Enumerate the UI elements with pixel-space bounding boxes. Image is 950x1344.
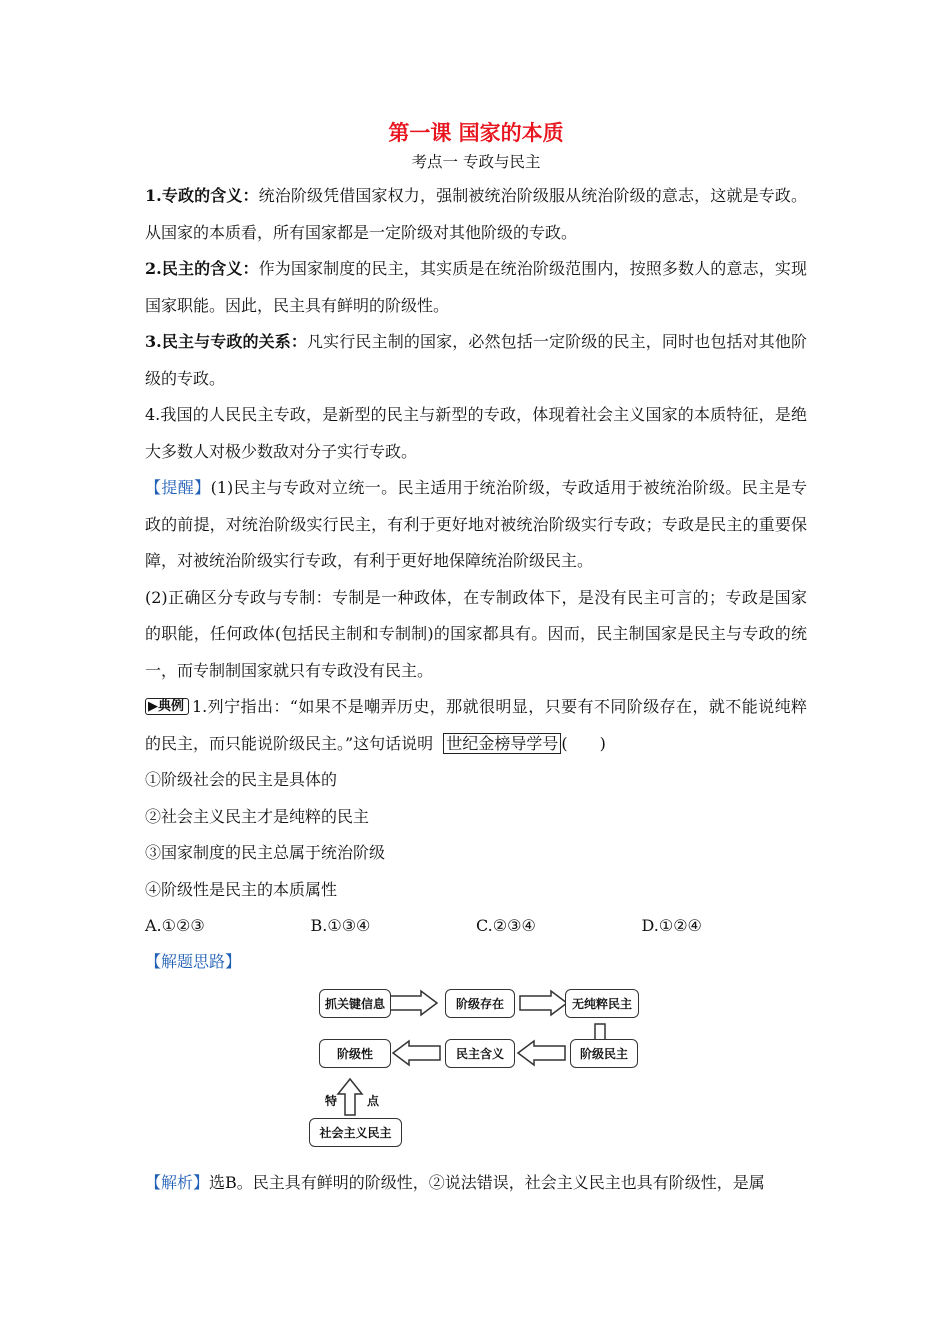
item-3-label: 3.民主与专政的关系：: [145, 332, 308, 351]
reminder-text-2: (2)正确区分专政与专制：专制是一种政体，在专制政体下，是没有民主可言的；专政是国家的职能，任何政体(包括民主制和专制制)的国家都具有。因而，民主制国家是民主与专政的统一，而专制制国家就只有专政没有民主。: [145, 587, 807, 680]
item-1-text: 统治阶级凭借国家权力，强制被统治阶级服从统治阶级的意志，这就是专政。从国家的本质看，所有国家都是一定阶级对其他阶级的专政。: [145, 186, 807, 242]
node-key-info: 抓关键信息: [319, 989, 391, 1018]
choice-c: C.②③④: [476, 916, 536, 935]
item-2-label: 2.民主的含义：: [145, 259, 259, 278]
item-3-text: 凡实行民主制的国家，必然包括一定阶级的民主，同时也包括对其他阶级的专政。: [145, 332, 807, 388]
item-4: [145, 397, 807, 470]
reminder-text-1: (1)民主与专政对立统一。民主适用于统治阶级，专政适用于被统治阶级。民主是专政的前提，对统治阶级实行民主，有利于更好地对被统治阶级实行专政；专政是民主的重要保障，对被统治阶级实行专政，有利于更好地保障统治阶级民主。: [145, 478, 807, 570]
node-class-democracy: 阶级民主: [570, 1039, 638, 1068]
choice-d: D.①②④: [641, 916, 702, 935]
choice-b: B.①③④: [310, 916, 371, 935]
node-class-nature: 阶级性: [319, 1039, 391, 1068]
statement-1: ①阶级社会的民主是具体的: [145, 770, 338, 789]
page-title: 第一课 国家的本质: [388, 120, 564, 145]
node-no-pure-democracy: 无纯粹民主: [565, 989, 639, 1018]
edge-label-left: 特: [325, 1093, 338, 1108]
analysis-tag: 【解析】: [145, 1172, 210, 1192]
thinking-flowchart: [145, 985, 807, 1165]
node-democracy-meaning: 民主含义: [445, 1039, 515, 1068]
item-2-text: 作为国家制度的民主，其实质是在统治阶级范围内，按照多数人的意志，实现国家职能。因此，民主具有鲜明的阶级性。: [145, 259, 807, 315]
answer-choices: [145, 908, 807, 944]
node-socialist-democracy: 社会主义民主: [309, 1118, 402, 1147]
item-1-label: 1.专政的含义：: [145, 186, 259, 205]
arrow-5: [393, 1041, 440, 1065]
thinking-heading: [145, 944, 807, 981]
section-subtitle: 考点一 专政与民主: [411, 153, 541, 171]
item-1: [145, 178, 807, 251]
arrow-1: [390, 991, 437, 1015]
reminder-tag: 【提醒】: [145, 478, 211, 497]
item-4-text: 4.我国的人民民主专政，是新型的民主与新型的专政，体现着社会主义国家的本质特征，是绝大多数人对极少数敌对分子实行专政。: [145, 405, 807, 461]
source-box: 世纪金榜导学号: [443, 733, 561, 754]
thinking-tag: 【解题思路】: [145, 952, 242, 971]
statement-2: ②社会主义民主才是纯粹的民主: [145, 806, 370, 826]
node-class-exists: 阶级存在: [445, 989, 515, 1018]
item-3: [145, 324, 807, 397]
item-2: [145, 251, 807, 324]
reminder-p2: [145, 580, 807, 690]
example-question: [145, 689, 807, 762]
example-question-text: 1.列宁指出：“如果不是嘲弄历史，那就很明显，只要有不同阶级存在，就不能说纯粹的民主，而只能说阶级民主。”这句话说明: [145, 697, 807, 753]
reminder-p1: [145, 470, 807, 580]
arrow-4: [518, 1041, 565, 1065]
example-tag: ▶典例: [145, 698, 189, 715]
arrow-2: [520, 991, 567, 1015]
document-page: [145, 118, 807, 1201]
statement-4: ④阶级性是民主的本质属性: [145, 879, 338, 899]
answer-blank: ( ): [561, 733, 606, 753]
analysis: [145, 1165, 807, 1202]
analysis-text: 选B。民主具有鲜明的阶级性，②说法错误，社会主义民主也具有阶级性，是属: [209, 1172, 765, 1192]
statement-3: ③国家制度的民主总属于统治阶级: [145, 843, 386, 862]
choice-a: A.①②③: [145, 916, 205, 935]
arrow-6: [338, 1079, 362, 1115]
edge-label-right: 点: [367, 1093, 380, 1108]
